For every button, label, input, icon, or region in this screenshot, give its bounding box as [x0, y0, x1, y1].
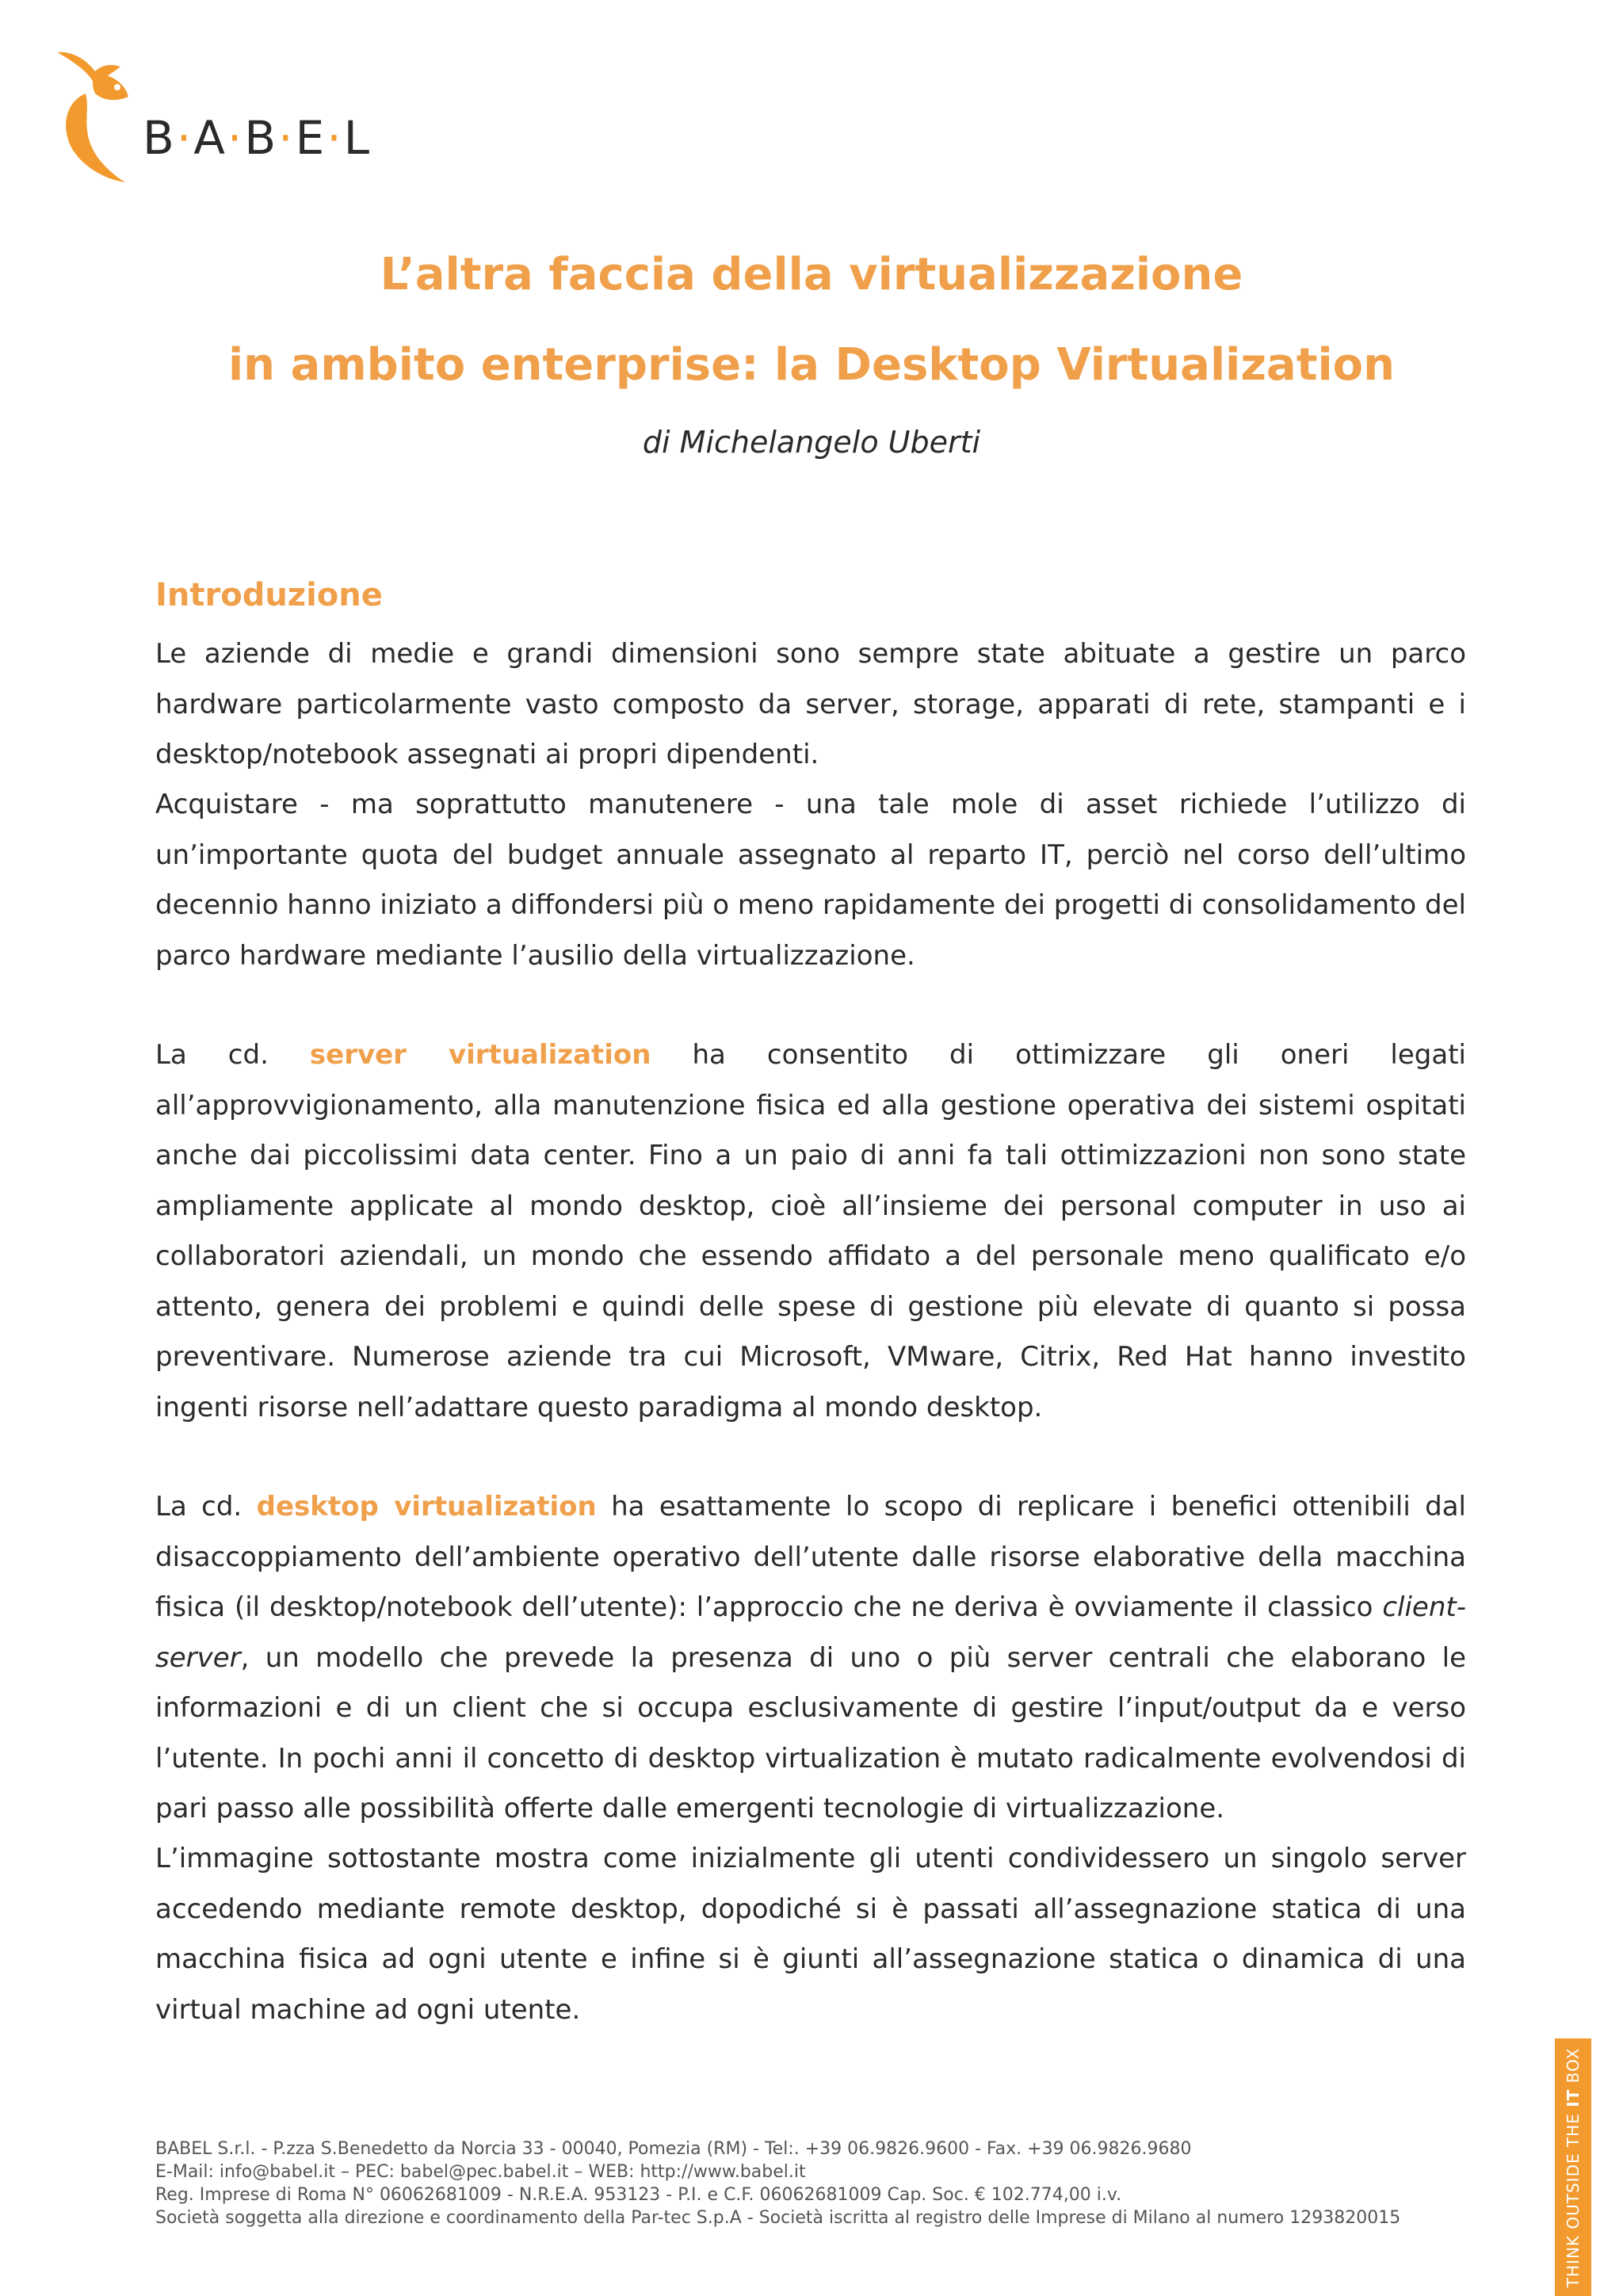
paragraph-desktop-virtualization	[155, 1482, 1466, 1835]
babel-logo	[40, 46, 452, 189]
text-fragment: , un modello che prevede la presenza di uno o più server centrali che elaborano le informazioni e di un client che si occupa esclusivamente di gestire l’input/output da e verso l’utente. In pochi anni il concetto di desktop virtualization è mutato radicalmente evolvendosi di pari passo alle possibilità offerte dalle emergenti tecnologie di virtualizzazione.	[155, 1641, 1466, 1824]
side-tagline: THINK OUTSIDE THE IT BOX	[1564, 2047, 1583, 2287]
text-fragment: La cd.	[155, 1039, 310, 1071]
paragraph-server-virtualization	[155, 1030, 1466, 1433]
paragraph-image-description: L’immagine sottostante mostra come inizialmente gli utenti condividessero un singolo server accedendo mediante remote desktop, dopodiché si è passati all’assegnazione statica di una macchina fisica ad ogni utente e infine si è giunti all’assegnazione statica o dinamica di una virtual machine ad ogni utente.	[155, 1843, 1466, 2026]
logo-wordmark: B·A·B·E·L	[143, 111, 372, 165]
text-fragment: ha esattamente lo scopo di replicare i benefici ottenibili dal disaccoppiamento dell’ambiente operativo dell’utente dalle risorse elaborative della macchina fisica (il desktop/notebook dell’utente): l’approccio che ne deriva è ovviamente il classico	[155, 1491, 1467, 1623]
text-fragment: La cd.	[155, 1491, 257, 1522]
paragraph-intro-2: Acquistare - ma soprattutto manutenere - una tale mole di asset richiede l’utilizzo di un’importante quota del budget annuale assegnato al reparto IT, perciò nel corso dell’ultimo decennio hanno iniziato a diffondersi più o meno rapidamente dei progetti di consolidamento del parco hardware mediante l’ausilio della virtualizzazione.	[155, 789, 1466, 972]
text-fragment: ha consentito di ottimizzare gli oneri legati all’approvvigionamento, alla manutenzione fisica ed alla gestione operativa dei sistemi ospitati anche dai piccolissimi data center. Fino a un paio di anni fa tali ottimizzazioni non sono state ampliamente applicate al mondo desktop, cioè all’insieme dei personal computer in uso ai collaboratori aziendali, un mondo che essendo affidato a del personale meno qualificato e/o attento, genera dei problemi e quindi delle spese di gestione più elevate di quanto si possa preventivare. Numerose aziende tra cui Microsoft, VMware, Citrix, Red Hat hanno investito ingenti risorse nell’adattare questo paradigma al mondo desktop.	[155, 1039, 1466, 1423]
italic-client-server: client-server	[155, 1591, 1466, 1674]
document-title-line-2: in ambito enterprise: la Desktop Virtualization	[227, 339, 1396, 391]
document-author: di Michelangelo Uberti	[642, 425, 981, 460]
highlight-server-virtualization: server virtualization	[309, 1039, 651, 1071]
fish-icon	[40, 46, 143, 189]
document-title-line-1: L’altra faccia della virtualizzazione	[380, 249, 1243, 300]
footer-registration: Reg. Imprese di Roma N° 06062681009 - N.R.E.A. 953123 - P.I. e C.F. 06062681009 Cap. Soc. € 102.774,00 i.v.	[155, 2185, 1122, 2205]
footer-address: BABEL S.r.l. - P.zza S.Benedetto da Norcia 33 - 00040, Pomezia (RM) - Tel:. +39 06.9826.9600 - Fax. +39 06.9826.9680	[155, 2139, 1192, 2159]
paragraph-intro-1: Le aziende di medie e grandi dimensioni sono sempre state abituate a gestire un parco hardware particolarmente vasto composto da server, storage, apparati di rete, stampanti e i desktop/notebook assegnati ai propri dipendenti.	[155, 638, 1466, 770]
highlight-desktop-virtualization: desktop virtualization	[256, 1491, 597, 1522]
page-footer	[155, 2137, 1503, 2229]
footer-contacts: E-Mail: info@babel.it – PEC: babel@pec.babel.it – WEB: http://www.babel.it	[155, 2162, 806, 2182]
side-tagline-tab	[1555, 2038, 1591, 2296]
footer-company-note: Società soggetta alla direzione e coordinamento della Par-tec S.p.A - Società iscritta al registro delle Imprese di Milano al numero 1293820015	[155, 2208, 1401, 2228]
section-heading-introduzione: Introduzione	[155, 577, 383, 613]
